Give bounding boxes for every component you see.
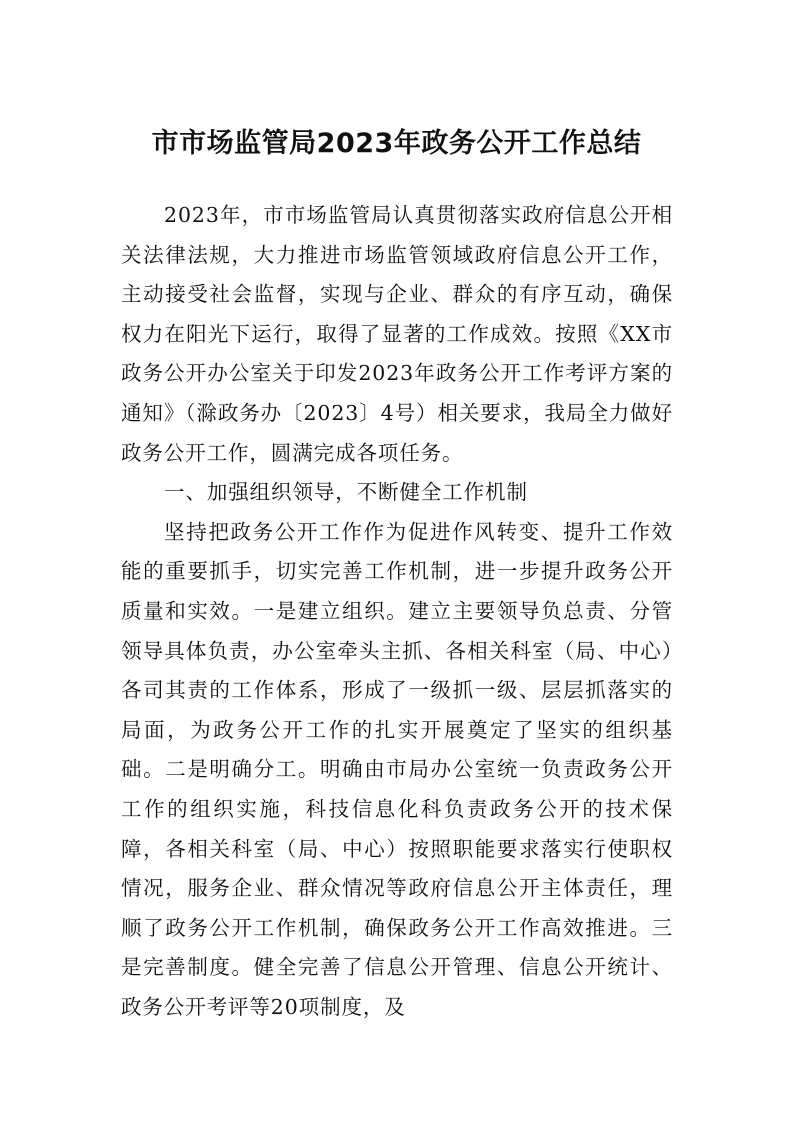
section-1-paragraph: 坚持把政务公开工作作为促进作风转变、提升工作效能的重要抓手，切实完善工作机制，进一步提升政务公开质量和实效。一是建立组织。建立主要领导负总责、分管领导具体负责，办公室牵头主抓、各相关科室（局、中心）各司其责的工作体系，形成了一级抓一级、层层抓落实的局面，为政务公开工作的扎实开展奠定了坚实的组织基础。二是明确分工。明确由市局办公室统一负责政务公开工作的组织实施，科技信息化科负责政务公开的技术保障，各相关科室（局、中心）按照职能要求落实行使职权情况，服务企业、群众情况等政府信息公开主体责任，理顺了政务公开工作机制，确保政务公开工作高效推进。三是完善制度。健全完善了信息公开管理、信息公开统计、政务公开考评等20项制度，及 [121,519,673,1019]
intro-paragraph: 2023年，市市场监管局认真贯彻落实政府信息公开相关法律法规，大力推进市场监管领域政府信息公开工作，主动接受社会监督，实现与企业、群众的有序互动，确保权力在阳光下运行，取得了显著的工作成效。按照《XX市政务公开办公室关于印发2023年政务公开工作考评方案的通知》（滁政务办〔2023〕4号）相关要求，我局全力做好政务公开工作，圆满完成各项任务。 [121,203,673,465]
document-body [121,196,673,1027]
section-heading-1: 一、加强组织领导，不断健全工作机制 [164,480,528,505]
document-title: 市市场监管局2023年政务公开工作总结 [151,128,642,159]
